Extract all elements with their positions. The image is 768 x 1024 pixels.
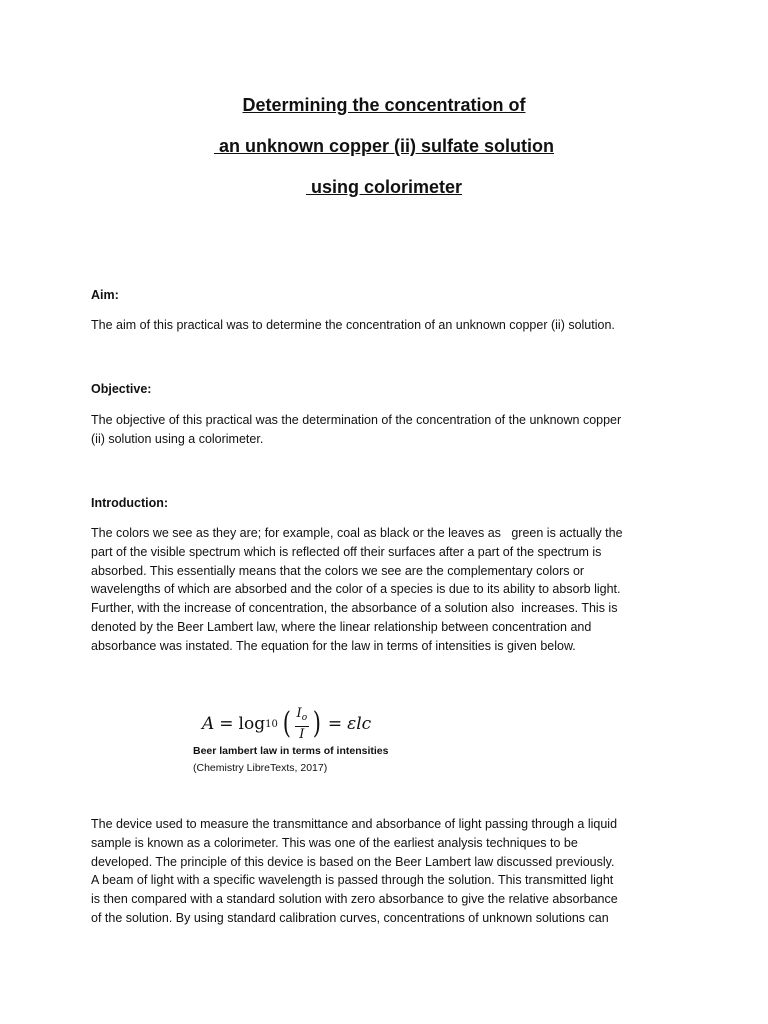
figure-caption-title: Beer lambert law in terms of intensities [193,745,389,757]
device-line: sample is known as a colorimeter. This was one of the earliest analysis techniques to be [91,835,578,850]
device-line: of the solution. By using standard calibration curves, concentrations of unknown solutions can [91,910,609,925]
introduction-line: part of the visible spectrum which is reflected off their surfaces after a part of the spectrum is [91,544,602,559]
title-line-1: Determining the concentration of [242,95,526,115]
formula-log: log [238,714,266,734]
aim-heading: Aim: [91,288,119,302]
formula-equals: = [219,714,234,734]
device-line: developed. The principle of this device is based on the Beer Lambert law discussed previously. [91,854,615,869]
introduction-heading: Introduction: [91,496,169,510]
formula-numerator: $I_o$ [295,707,310,727]
figure-caption-source: (Chemistry LibreTexts, 2017) [193,762,328,774]
aim-text [91,316,677,335]
objective-text [91,411,677,449]
introduction-line: absorbed. This essentially means that the colors we see are the complementary colors or [91,563,585,578]
formula-log-base: 10 [265,718,278,730]
formula-lhs: A [202,714,215,734]
device-line: is then compared with a standard solution with zero absorbance to give the relative absorbance [91,892,618,907]
formula-fraction [295,707,310,741]
introduction-line: absorbance was instated. The equation for the law in terms of intensities is given below. [91,638,576,653]
beer-lambert-formula [202,707,371,741]
title-line-2: an unknown copper (ii) sulfate solution [213,136,554,156]
device-line: A beam of light with a specific wavelength is passed through the solution. This transmitted light [91,873,614,888]
device-text [91,815,677,928]
aim-line: The aim of this practical was to determine the concentration of an unknown copper (ii) solution. [91,318,615,332]
formula-left-paren: ( [282,706,291,741]
introduction-line: The colors we see as they are; for example, coal as black or the leaves as green is actually the [91,526,623,540]
objective-line: The objective of this practical was the determination of the concentration of the unknown copper [91,413,622,427]
device-line: The device used to measure the transmittance and absorbance of light passing through a liquid [91,817,618,831]
introduction-line: Further, with the increase of concentration, the absorbance of a solution also increases. This is [91,601,618,616]
introduction-text [91,524,677,656]
formula-denominator: I [299,727,305,742]
formula-right-paren: ) [312,706,322,741]
objective-heading: Objective: [91,382,152,396]
objective-line: (ii) solution using a colorimeter. [91,431,264,446]
introduction-line: wavelengths of which are absorbed and the color of a species is due to its ability to absorb light. [91,582,621,597]
title-line-3: using colorimeter [305,177,463,197]
formula-equals: = [327,714,343,734]
formula-rhs: εlc [347,714,372,734]
introduction-line: denoted by the Beer Lambert law, where the linear relationship between concentration and [91,619,592,634]
